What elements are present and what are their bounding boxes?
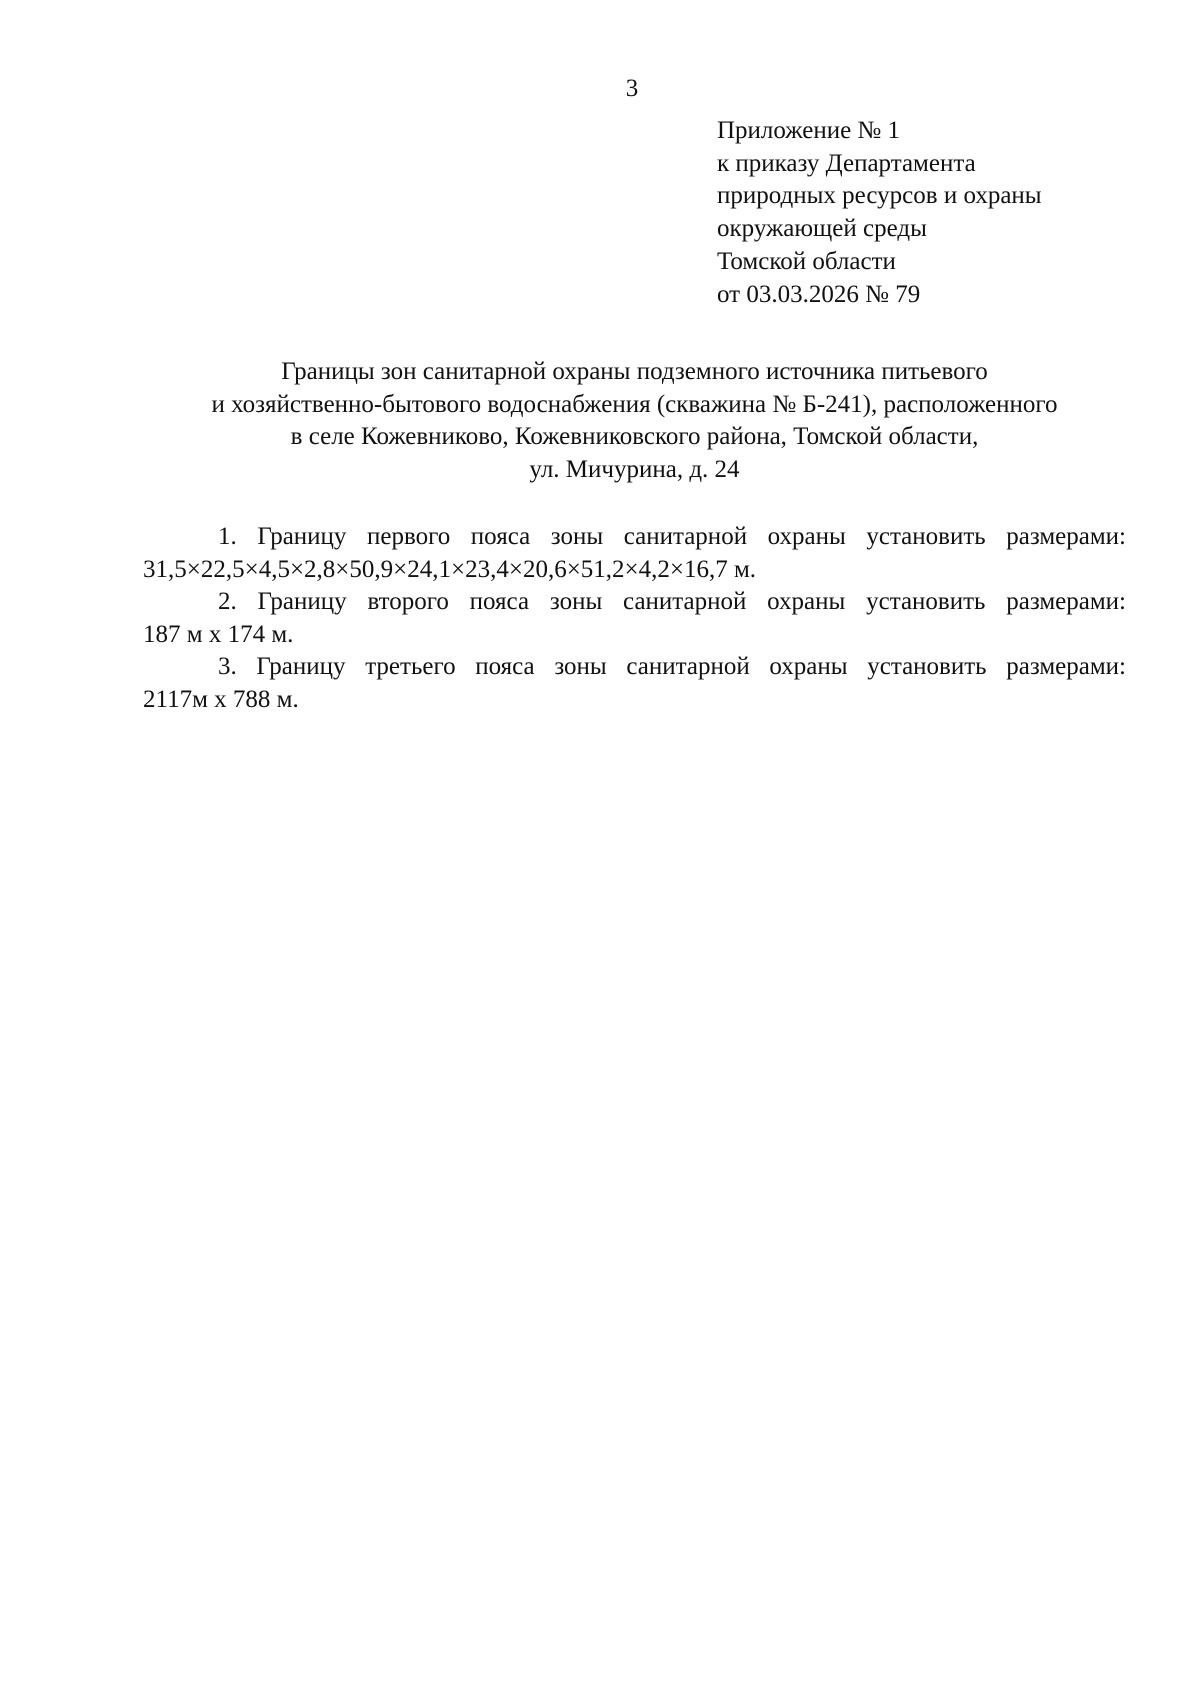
title-line: в селе Кожевниково, Кожевниковского района, Томской области, (290, 423, 979, 450)
appendix-line: к приказу Департамента (717, 149, 976, 177)
appendix-header (717, 115, 1042, 311)
paragraph-line: 2117м х 788 м. (143, 685, 299, 713)
paragraph-first-zone (143, 521, 1126, 586)
document-body (143, 521, 1126, 716)
paragraph-line: 187 м х 174 м. (143, 620, 294, 648)
paragraph-second-zone (143, 586, 1126, 651)
title-line: Границы зон санитарной охраны подземного источника питьевого (281, 358, 988, 385)
appendix-line: Приложение № 1 (717, 117, 901, 144)
document-title (143, 356, 1126, 486)
page-number: 3 (625, 75, 639, 102)
paragraph-third-zone (143, 651, 1126, 716)
paragraph-line: 31,5×22,5×4,5×2,8×50,9×24,1×23,4×20,6×51,2×4,2×16,7 м. (143, 555, 757, 583)
appendix-line: природных ресурсов и охраны (717, 182, 1042, 210)
appendix-line: от 03.03.2026 № 79 (717, 280, 921, 308)
paragraph-line: 2. Границу второго пояса зоны санитарной охраны установить размерами: (218, 588, 1126, 615)
appendix-line: окружающей среды (717, 215, 927, 243)
appendix-line: Томской области (717, 247, 896, 275)
paragraph-line: 3. Границу третьего пояса зоны санитарной охраны установить размерами: (218, 653, 1126, 680)
paragraph-line: 1. Границу первого пояса зоны санитарной охраны установить размерами: (218, 523, 1126, 550)
title-line: ул. Мичурина, д. 24 (529, 455, 740, 483)
title-line: и хозяйственно-бытового водоснабжения (скважина № Б-241), расположенного (211, 390, 1058, 418)
